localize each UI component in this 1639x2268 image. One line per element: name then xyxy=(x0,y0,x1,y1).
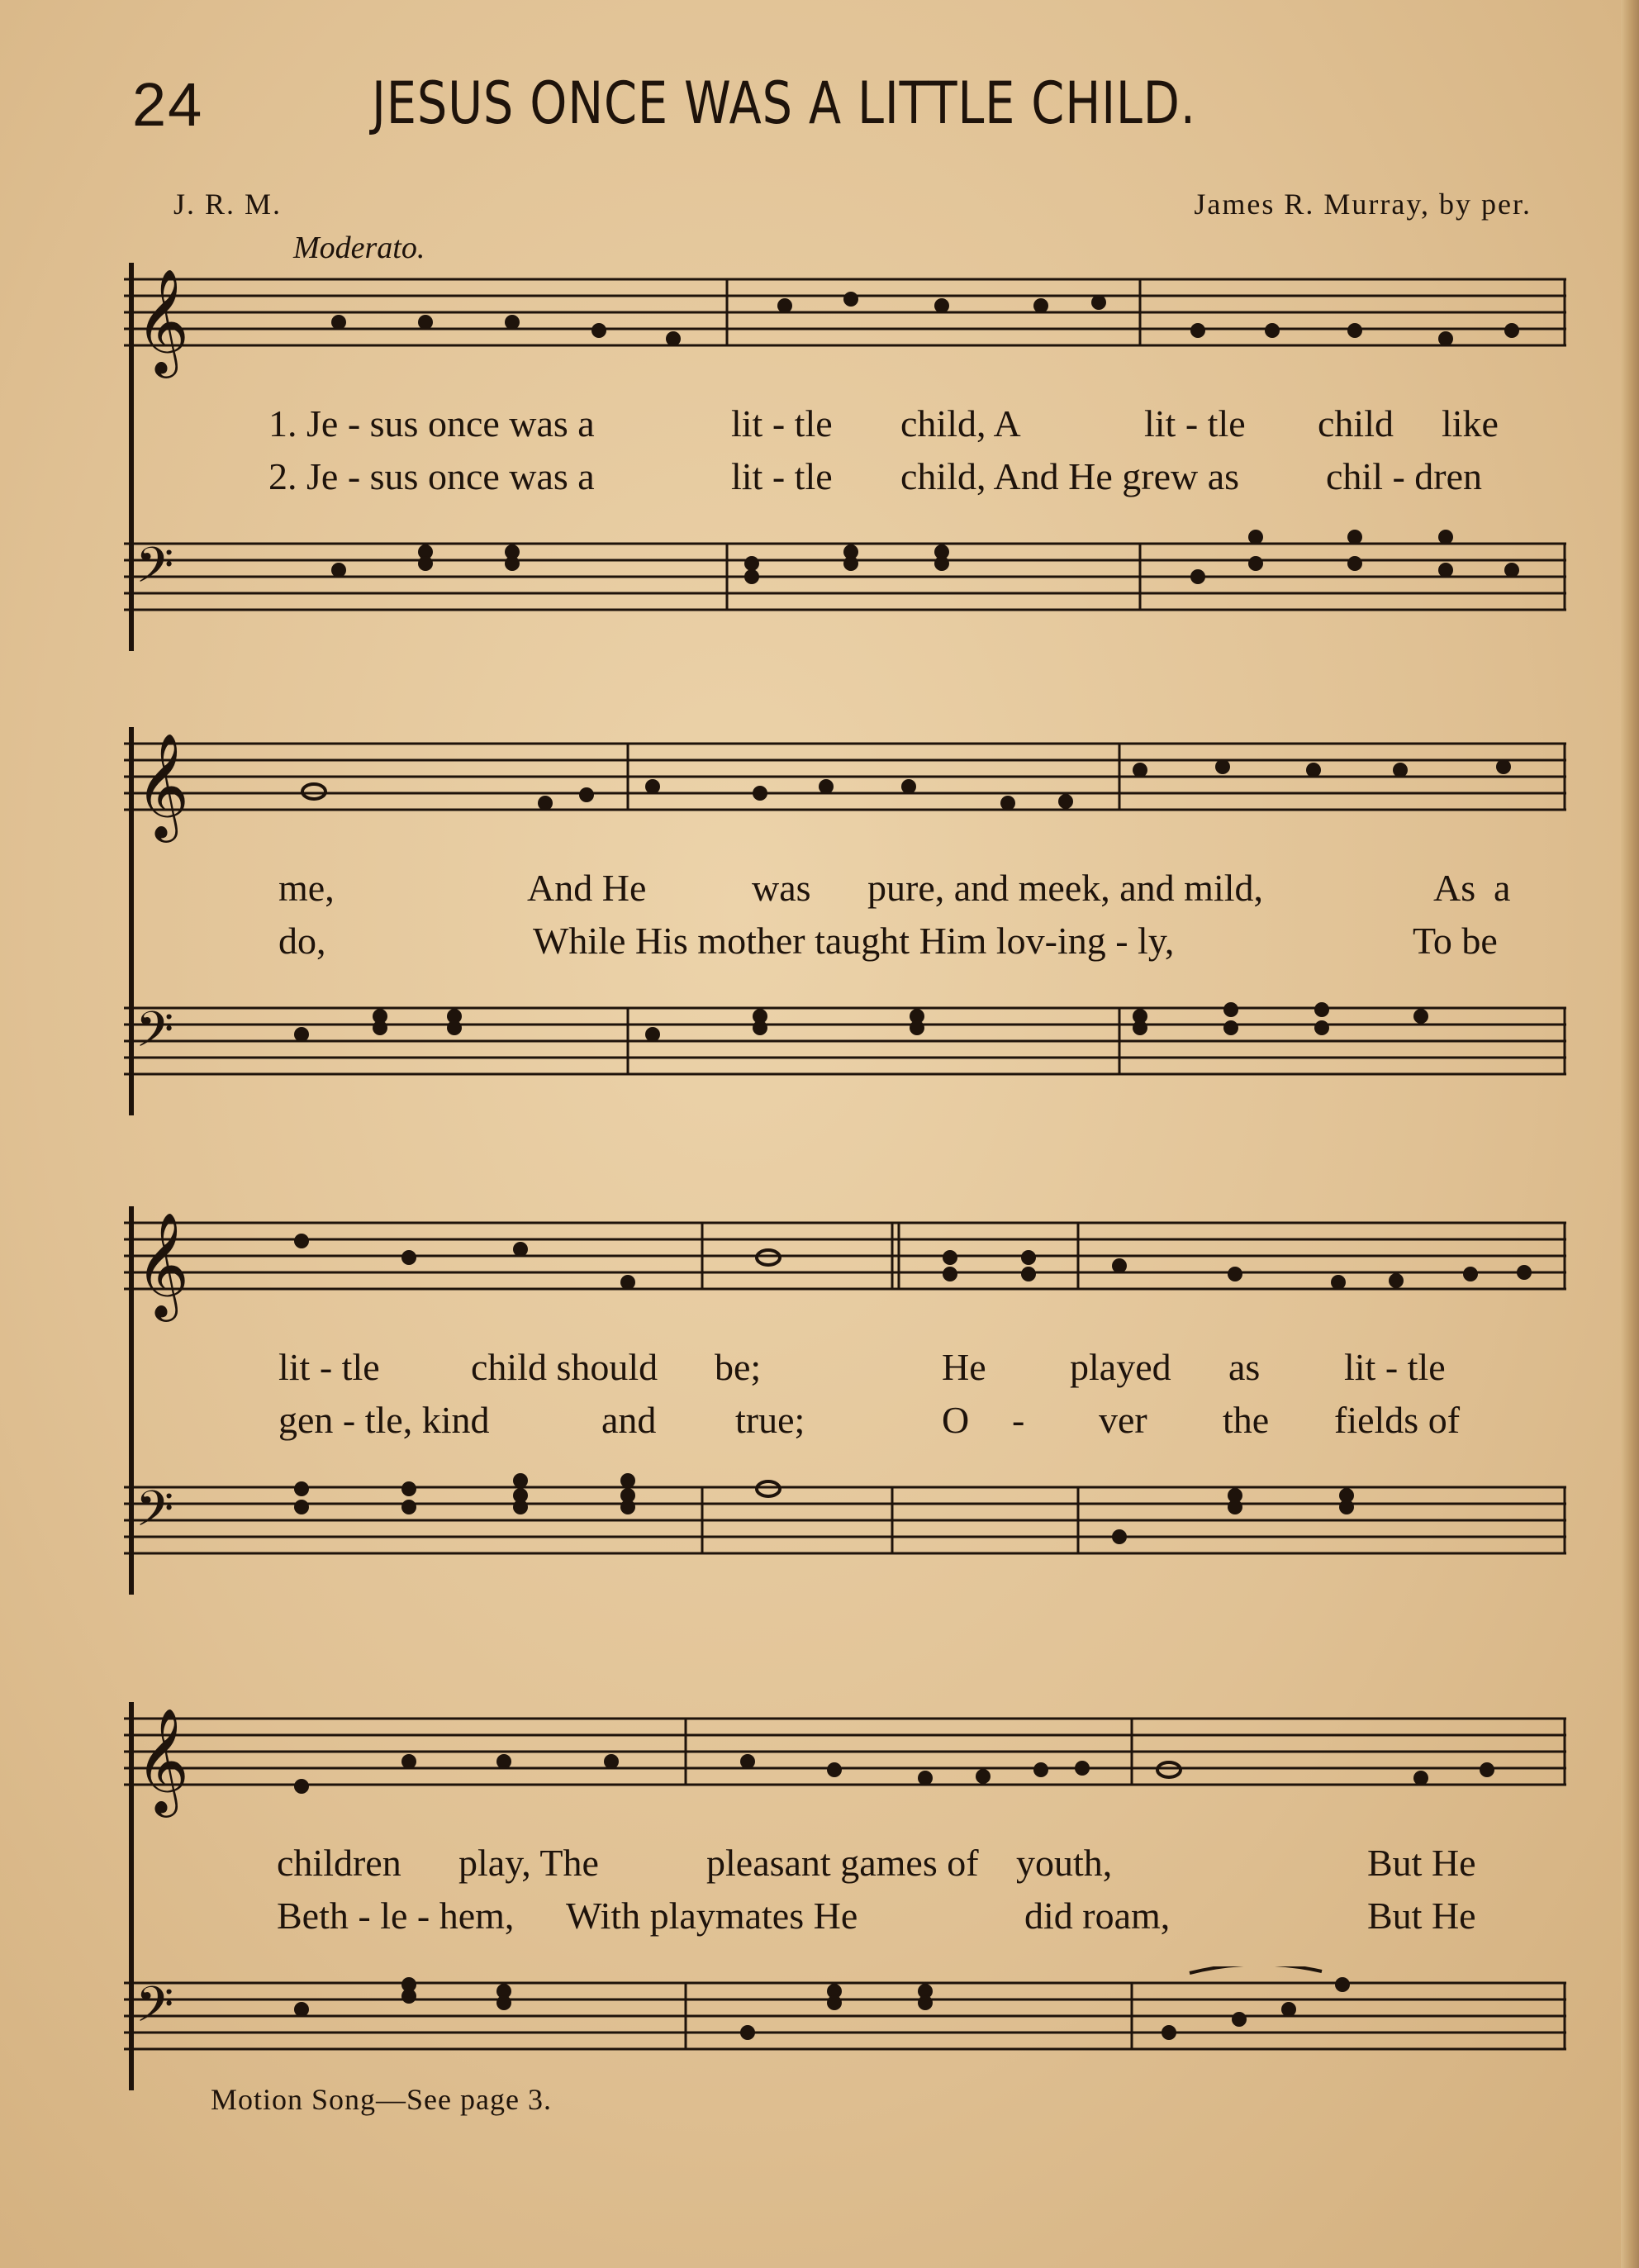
lyric-syllable: child should xyxy=(471,1346,658,1388)
lyric-line-verse-1 xyxy=(124,1345,1566,1395)
lyric-syllable: - xyxy=(1012,1399,1025,1441)
lyric-syllable: And He xyxy=(527,867,647,909)
treble-clef-icon: 𝄞 xyxy=(135,1211,190,1317)
lyric-syllable: pleasant games of xyxy=(706,1842,979,1884)
system-bracket xyxy=(129,1206,134,1595)
lyric-syllable: To be xyxy=(1413,920,1498,962)
bass-clef-icon: 𝄢 xyxy=(135,1001,174,1070)
lyric-syllable: and xyxy=(601,1399,657,1441)
lyric-syllable: did roam, xyxy=(1024,1895,1171,1937)
lyric-syllable: the xyxy=(1223,1399,1270,1441)
bass-clef-icon: 𝄢 xyxy=(135,1480,174,1549)
treble-clef-icon: 𝄞 xyxy=(135,1707,190,1813)
lyricist-credit: J. R. M. xyxy=(173,188,283,221)
lyric-syllable: lit - tle xyxy=(731,455,833,497)
composer-credit: James R. Murray, by per. xyxy=(1194,188,1532,221)
system-bracket xyxy=(129,1702,134,2090)
lyric-syllable: lit - tle xyxy=(731,402,833,445)
treble-staff xyxy=(124,1206,1566,1330)
lyric-line-verse-2 xyxy=(124,1398,1566,1448)
lyric-line-verse-2 xyxy=(124,919,1566,968)
bass-clef-icon: 𝄢 xyxy=(135,536,174,606)
lyric-line-verse-1 xyxy=(124,866,1566,915)
lyric-syllable: With playmates He xyxy=(566,1895,858,1937)
lyric-syllable: O xyxy=(942,1399,970,1441)
lyric-syllable: lit - tle xyxy=(1144,402,1246,445)
lyric-syllable: pure, and meek, and mild, xyxy=(867,867,1264,909)
lyric-syllable: gen - tle, kind xyxy=(278,1399,490,1441)
bass-staff xyxy=(124,1471,1566,1595)
lyric-syllable: lit - tle xyxy=(1344,1346,1446,1388)
bass-staff xyxy=(124,1966,1566,2090)
hymn-title: JESUS ONCE WAS A LITTLE CHILD. xyxy=(372,69,1196,137)
page-edge xyxy=(1621,0,1639,2268)
lyric-syllable: child, A xyxy=(900,402,1021,445)
lyric-syllable: But He xyxy=(1367,1842,1476,1884)
treble-clef-icon: 𝄞 xyxy=(135,268,190,373)
lyric-syllable: chil - dren xyxy=(1326,455,1483,497)
lyric-syllable: child, And He grew as xyxy=(900,455,1240,497)
lyric-syllable: But He xyxy=(1367,1895,1476,1937)
lyric-syllable: youth, xyxy=(1016,1842,1113,1884)
lyric-syllable: true; xyxy=(735,1399,805,1441)
lyric-line-verse-1 xyxy=(124,1841,1566,1890)
lyric-syllable: as xyxy=(1228,1346,1261,1388)
lyric-syllable: fields of xyxy=(1334,1399,1461,1441)
bass-clef-icon: 𝄢 xyxy=(135,1976,174,2045)
treble-staff xyxy=(124,1702,1566,1826)
lyric-syllable: children xyxy=(277,1842,401,1884)
lyric-syllable: ver xyxy=(1099,1399,1147,1441)
lyric-syllable: lit - tle xyxy=(278,1346,380,1388)
lyric-syllable: be; xyxy=(715,1346,762,1388)
page-number: 24 xyxy=(132,70,204,139)
lyric-syllable: me, xyxy=(278,867,335,909)
lyric-syllable: played xyxy=(1070,1346,1171,1388)
tempo-marking: Moderato. xyxy=(293,231,425,265)
lyric-syllable: child xyxy=(1318,402,1394,445)
lyric-line-verse-1 xyxy=(124,402,1566,451)
lyric-syllable: While His mother taught Him lov-ing - ly, xyxy=(533,920,1175,962)
lyric-syllable: a xyxy=(1494,867,1511,909)
lyric-syllable: As xyxy=(1433,867,1476,909)
lyric-syllable: 1. Je - sus once was a xyxy=(268,402,595,445)
system-bracket xyxy=(129,263,134,651)
lyric-line-verse-2 xyxy=(124,454,1566,504)
bass-staff xyxy=(124,991,1566,1115)
lyric-syllable: do, xyxy=(278,920,326,962)
bass-staff xyxy=(124,527,1566,651)
lyric-line-verse-2 xyxy=(124,1894,1566,1943)
treble-staff xyxy=(124,263,1566,387)
lyric-syllable: 2. Je - sus once was a xyxy=(268,455,595,497)
treble-clef-icon: 𝄞 xyxy=(135,732,190,838)
lyric-syllable: Beth - le - hem, xyxy=(277,1895,515,1937)
footer-note: Motion Song—See page 3. xyxy=(211,2083,552,2116)
lyric-syllable: play, The xyxy=(458,1842,599,1884)
lyric-syllable: like xyxy=(1442,402,1499,445)
lyric-syllable: was xyxy=(752,867,811,909)
system-bracket xyxy=(129,727,134,1115)
treble-staff xyxy=(124,727,1566,851)
lyric-syllable: He xyxy=(942,1346,986,1388)
